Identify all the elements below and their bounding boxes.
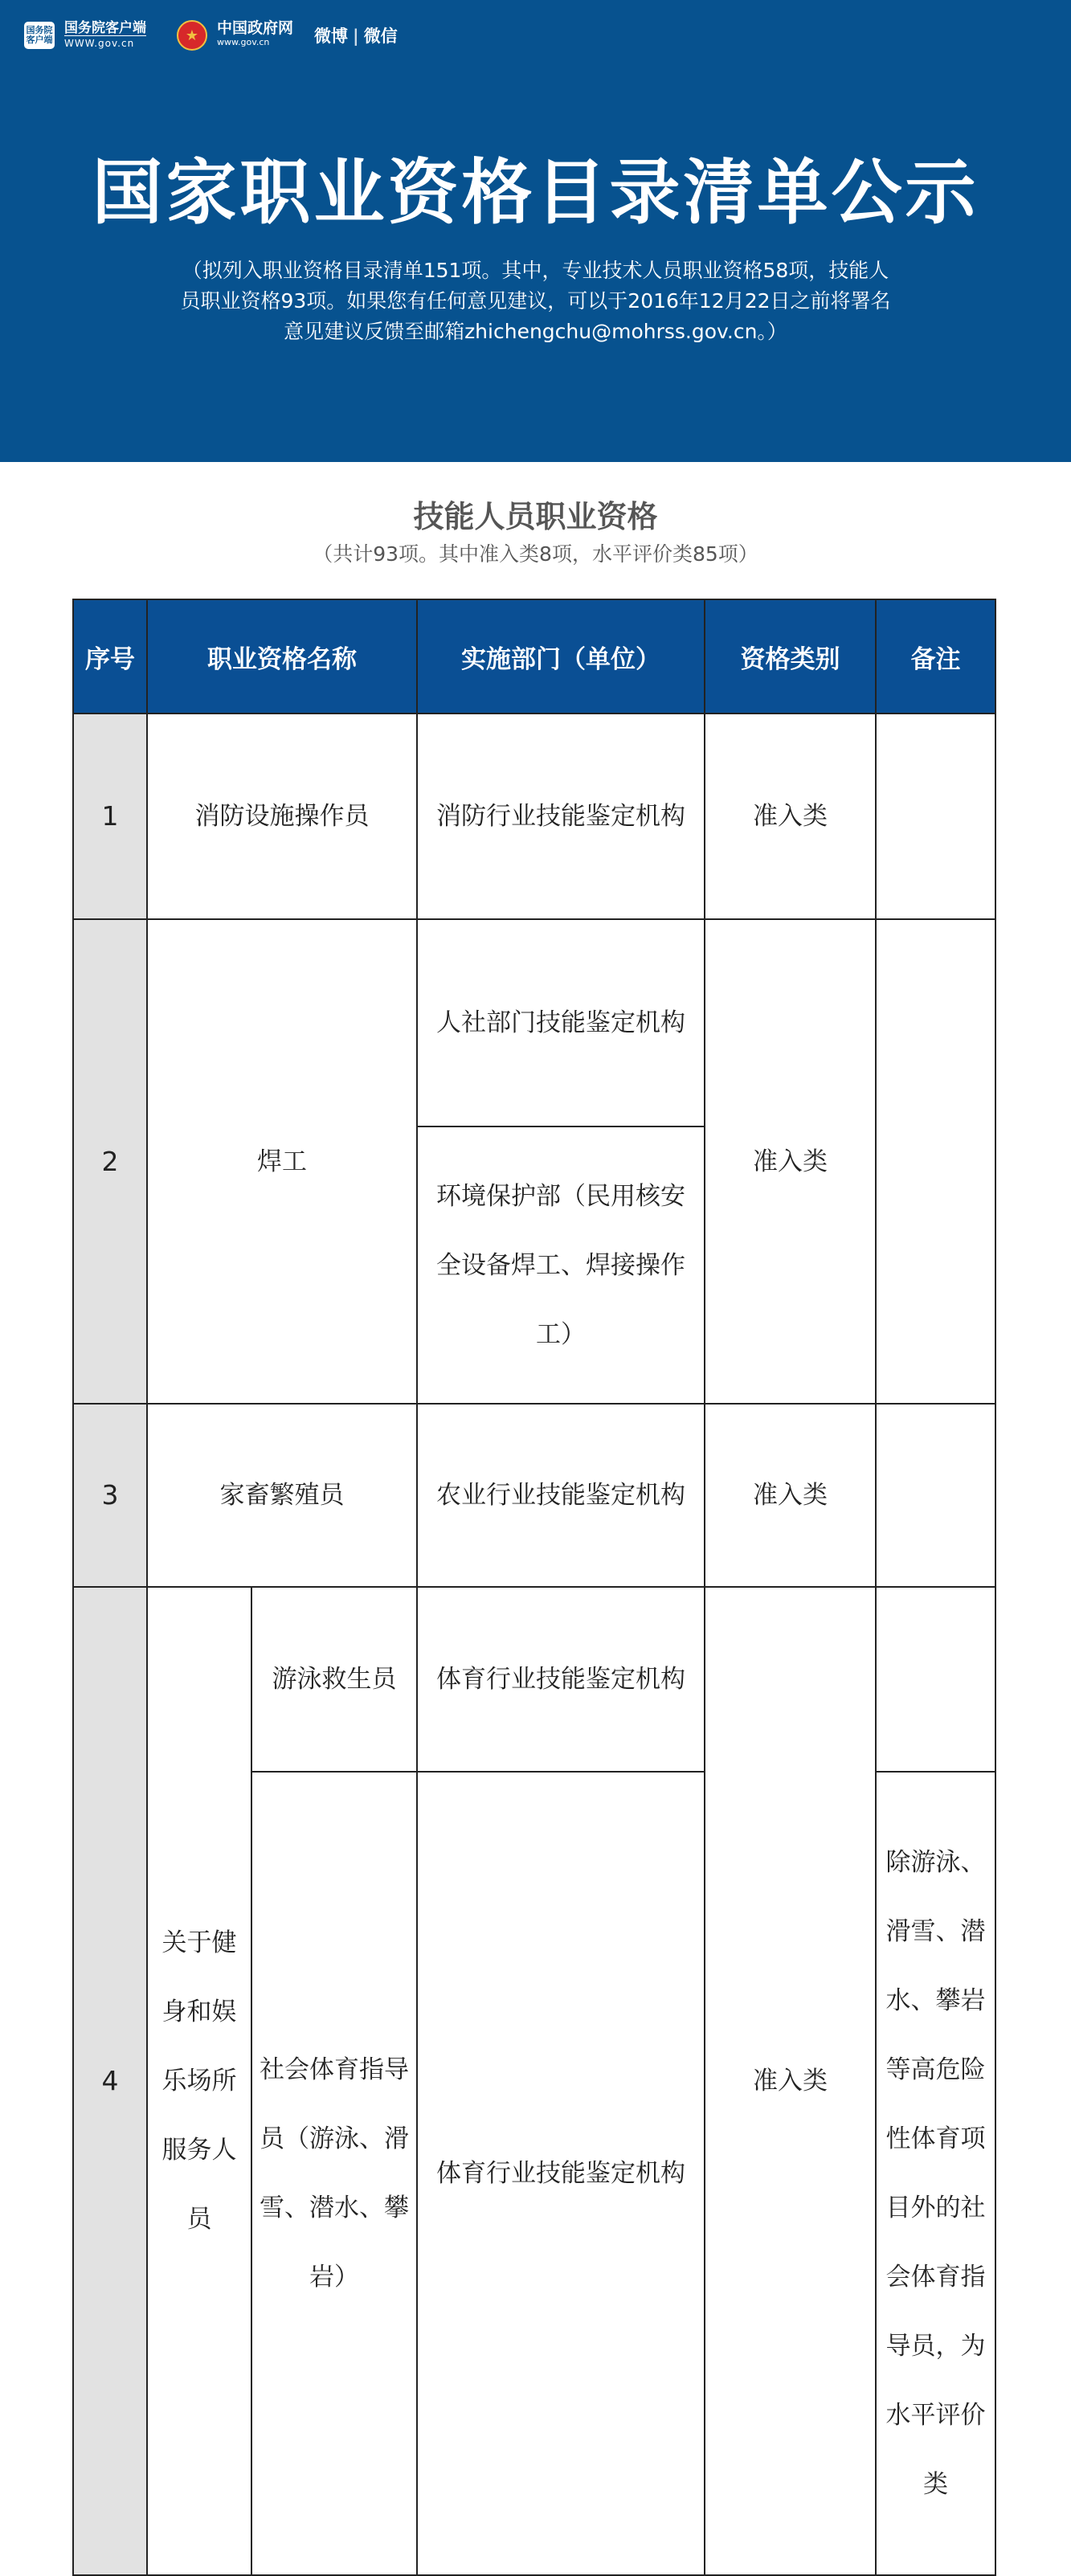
app-url: WWW.gov.cn (64, 35, 146, 51)
header-banner (0, 0, 1071, 462)
row-note (876, 714, 995, 919)
page-title: 国家职业资格目录清单公示 (92, 151, 979, 234)
header-name: 职业资格名称 (147, 599, 417, 714)
section-subtitle: （共计93项。其中准入类8项，水平评价类85项） (313, 542, 758, 566)
weixin-link[interactable]: 微信 (363, 27, 398, 46)
row-group: 关于健身和娱乐场所服务人员 (147, 1587, 251, 2575)
header-seq: 序号 (73, 599, 147, 714)
row-sub-name: 游泳救生员 (251, 1587, 417, 1772)
row-seq: 2 (73, 919, 147, 1404)
row-dept: 体育行业技能鉴定机构 (417, 1772, 705, 2575)
gov-name: 中国政府网 (217, 19, 294, 37)
social-links (314, 23, 398, 47)
row-dept: 环境保护部（民用核安全设备焊工、焊接操作工） (417, 1126, 705, 1404)
row-dept: 农业行业技能鉴定机构 (417, 1404, 705, 1587)
gov-brand[interactable] (217, 21, 293, 50)
table-header-row (73, 599, 995, 714)
row-sub-name: 社会体育指导员（游泳、滑雪、潜水、攀岩） (251, 1772, 417, 2575)
row-note (876, 1587, 995, 1772)
row-category: 准入类 (705, 1404, 876, 1587)
row-category: 准入类 (705, 919, 876, 1404)
header-note: 备注 (876, 599, 995, 714)
weibo-link[interactable]: 微博 (314, 27, 349, 46)
row-note: 除游泳、滑雪、潜水、攀岩等高危险性体育项目外的社会体育指导员，为水平评价类 (876, 1772, 995, 2575)
row-dept: 人社部门技能鉴定机构 (417, 919, 705, 1126)
table-row (73, 1404, 995, 1587)
header-dept: 实施部门（单位） (417, 599, 705, 714)
row-name: 焊工 (147, 919, 417, 1404)
row-dept: 体育行业技能鉴定机构 (417, 1587, 705, 1772)
national-emblem-icon: ★ (177, 20, 207, 51)
row-name: 消防设施操作员 (147, 714, 417, 919)
section-title: 技能人员职业资格 (413, 499, 658, 534)
state-council-app-logo-icon[interactable]: 国务院客户端 (24, 22, 55, 49)
qualification-table (72, 599, 996, 2576)
table-row (73, 919, 995, 1126)
row-note (876, 919, 995, 1404)
header-category: 资格类别 (705, 599, 876, 714)
table-row (73, 1587, 995, 1772)
row-seq: 3 (73, 1404, 147, 1587)
row-category: 准入类 (705, 1587, 876, 2575)
row-category: 准入类 (705, 714, 876, 919)
row-seq: 1 (73, 714, 147, 919)
table-row (73, 714, 995, 919)
row-dept: 消防行业技能鉴定机构 (417, 714, 705, 919)
row-seq: 4 (73, 1587, 147, 2575)
row-name: 家畜繁殖员 (147, 1404, 417, 1587)
top-bar (24, 18, 398, 53)
gov-url: www.gov.cn (217, 37, 270, 47)
row-note (876, 1404, 995, 1587)
social-separator: | (353, 27, 359, 46)
app-name: 国务院客户端 (64, 19, 146, 36)
app-brand[interactable] (64, 21, 146, 51)
intro-text: （拟列入职业资格目录清单151项。其中，专业技术人员职业资格58项，技能人员职业资格93项。如果您有任何意见建议，可以于2016年12月22日之前将署名意见建议反馈至邮箱zhichengchu@mohrss.gov.cn。） (180, 259, 891, 343)
